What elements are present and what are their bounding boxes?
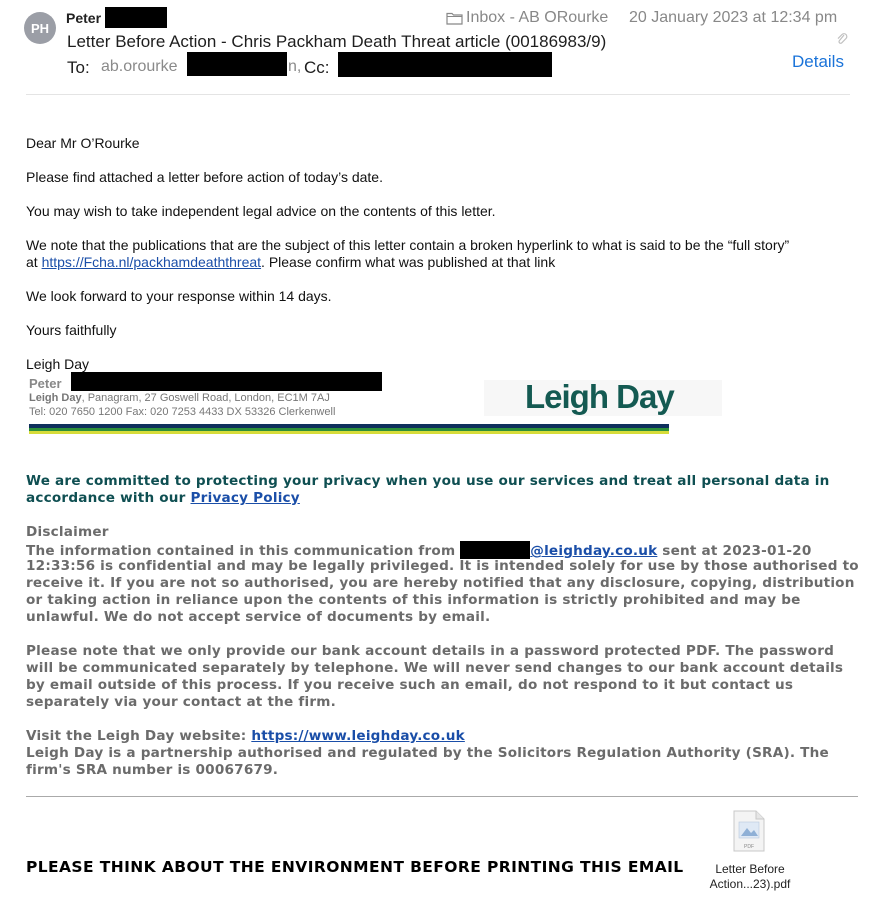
full-story-link[interactable]: https://Fcha.nl/packhamdeaththreat [41, 254, 262, 270]
disclaimer-line-5: unlawful. We do not accept service of documents by email. [26, 609, 491, 625]
header-divider [26, 94, 850, 95]
folder-icon [446, 11, 463, 25]
to-recipient-tail: n, [288, 58, 302, 75]
cc-label: Cc: [304, 58, 330, 77]
body-paragraph-2: You may wish to take independent legal advice on the contents of this letter. [26, 203, 496, 219]
visit-text: Visit the Leigh Day website: [26, 728, 252, 744]
sender-name[interactable]: Peter [66, 10, 102, 26]
mailbox-name: Inbox - AB ORourke [466, 9, 609, 26]
disclaimer-line-2: 12:33:56 is confidential and may be legally privileged. It is intended solely for use by those authorised to [26, 558, 859, 574]
website-link[interactable]: https://www.leighday.co.uk [251, 728, 465, 744]
bank-line-1: Please note that we only provide our bank account details in a password protected PDF. The password [26, 643, 835, 659]
privacy-text: accordance with our [26, 490, 191, 506]
attachment-paperclip-icon [836, 32, 848, 49]
greeting: Dear Mr O’Rourke [26, 135, 140, 151]
confirm-text: . Please confirm what was published at that link [261, 254, 556, 270]
disclaimer-from-text: The information contained in this communication from [26, 543, 461, 559]
bank-line-2: will be communicated separately by telephone. We will never send changes to our bank account details [26, 660, 844, 676]
sra-line-1: Leigh Day is a partnership authorised and regulated by the Solicitors Regulation Authority (SRA). The [26, 745, 829, 761]
details-button[interactable]: Details [792, 52, 844, 71]
signature-address [29, 392, 330, 404]
signature-bar-yellow [29, 431, 669, 434]
bank-line-4: separately via your contact at the firm. [26, 694, 336, 710]
email-subject: Letter Before Action - Chris Packham Death Threat article (00186983/9) [67, 32, 607, 51]
body-paragraph-3-line-2 [26, 254, 555, 271]
attachment-name-line-1: Letter Before [715, 862, 785, 876]
attachment-name-line-2: Action...23).pdf [709, 877, 791, 891]
signature-name: Peter [29, 376, 62, 391]
to-recipient[interactable]: ab.orourke [101, 58, 178, 75]
redaction-signature [71, 372, 382, 391]
privacy-policy-link[interactable]: Privacy Policy [190, 490, 300, 506]
to-label: To: [67, 58, 90, 77]
signature-address-text: , Panagram, 27 Goswell Road, London, EC1M 7AJ [81, 392, 330, 404]
privacy-line-1: We are committed to protecting your privacy when you use our services and treat all personal data in [26, 473, 830, 489]
signature-firm: Leigh Day [29, 392, 82, 404]
footer-divider [26, 796, 858, 797]
environment-notice: PLEASE THINK ABOUT THE ENVIRONMENT BEFORE PRINTING THIS EMAIL [26, 858, 684, 876]
mailbox-label [446, 9, 608, 27]
received-date: 20 January 2023 at 12:34 pm [629, 9, 838, 26]
at-text: at [26, 254, 42, 270]
attachment-name[interactable] [700, 862, 800, 892]
redaction-email [460, 541, 530, 559]
privacy-line-2 [26, 490, 300, 507]
signature-phone: Tel: 020 7650 1200 Fax: 020 7253 4433 DX 53326 Clerkenwell [29, 406, 336, 418]
redaction-cc [338, 52, 552, 77]
signoff: Leigh Day [26, 356, 90, 372]
body-paragraph-4: We look forward to your response within 14 days. [26, 288, 332, 304]
body-paragraph-1: Please find attached a letter before action of today’s date. [26, 169, 383, 185]
disclaimer-sent-text: sent at 2023-01-20 [657, 543, 812, 559]
redaction-to [187, 52, 287, 76]
pdf-icon-label: PDF [744, 844, 754, 850]
leigh-day-logo: Leigh Day [525, 378, 674, 415]
sender-avatar: PH [24, 12, 56, 44]
disclaimer-heading: Disclaimer [26, 524, 109, 540]
disclaimer-line-3: receive it. If you are not so authorised, you are hereby notified that any disclosure, copying, distribution [26, 575, 855, 591]
redaction-sender [105, 7, 167, 28]
sender-email-link[interactable]: @leighday.co.uk [530, 543, 658, 559]
visit-website-line [26, 728, 465, 745]
body-paragraph-3-line-1: We note that the publications that are the subject of this letter contain a broken hyperlink to what is said to be the “full story” [26, 237, 790, 253]
closing: Yours faithfully [26, 322, 117, 338]
disclaimer-line-4: or taking action in reliance upon the contents of this information is strictly prohibited and may be [26, 592, 801, 608]
sra-line-2: firm's SRA number is 00067679. [26, 762, 279, 778]
bank-line-3: by email outside of this process. If you receive such an email, do not respond to it but contact us [26, 677, 794, 693]
pdf-file-icon[interactable] [733, 810, 765, 852]
